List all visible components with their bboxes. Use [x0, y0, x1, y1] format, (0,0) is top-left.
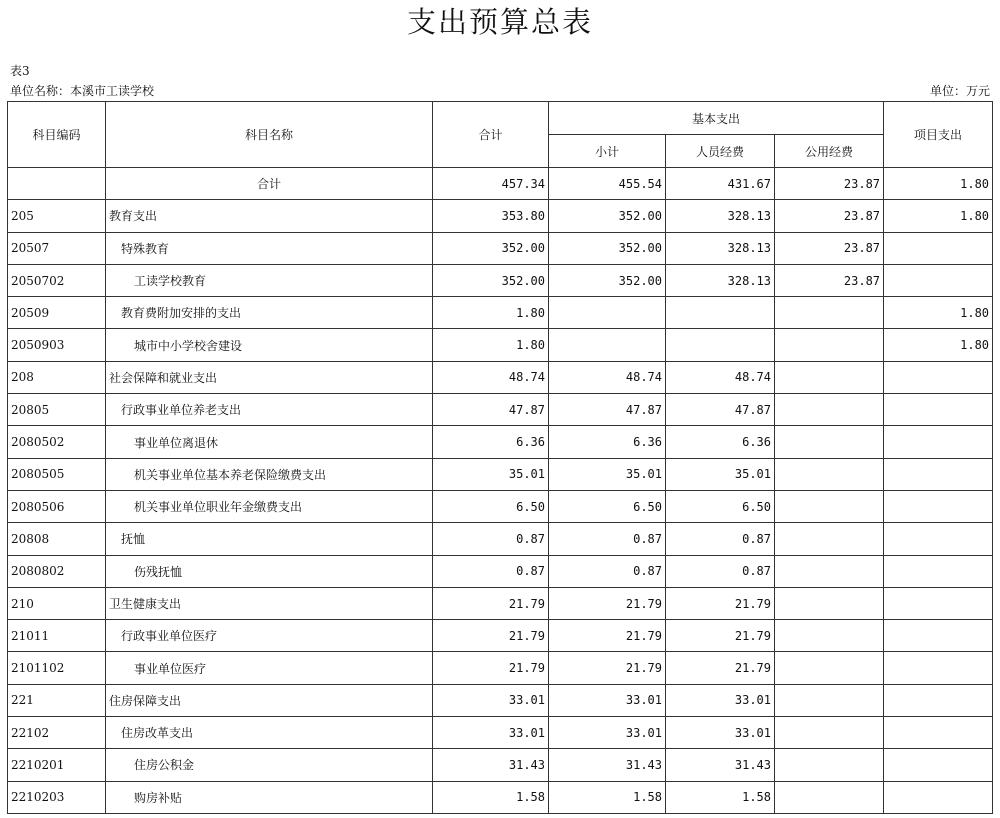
cell-project [884, 684, 993, 716]
cell-personnel: 0.87 [666, 523, 775, 555]
cell-subtotal: 0.87 [549, 555, 666, 587]
table-row [8, 200, 993, 232]
cell-public [775, 749, 884, 781]
header-total: 合计 [433, 102, 549, 168]
cell-public: 23.87 [775, 232, 884, 264]
cell-personnel: 328.13 [666, 264, 775, 296]
cell-name: 住房保障支出 [106, 684, 433, 716]
table-row [8, 394, 993, 426]
header-subtotal: 小计 [549, 135, 666, 168]
cell-project [884, 394, 993, 426]
cell-total: 6.50 [433, 490, 549, 522]
cell-public [775, 717, 884, 749]
cell-project: 1.80 [884, 200, 993, 232]
unit-name: 单位名称：本溪市工读学校 [10, 84, 155, 98]
cell-name: 卫生健康支出 [106, 587, 433, 619]
cell-total: 21.79 [433, 620, 549, 652]
table-row [8, 426, 993, 458]
cell-public: 23.87 [775, 200, 884, 232]
cell-code: 21011 [8, 620, 106, 652]
cell-code: 20808 [8, 523, 106, 555]
table-row [8, 297, 993, 329]
cell-subtotal: 352.00 [549, 200, 666, 232]
cell-personnel: 6.36 [666, 426, 775, 458]
cell-project: 1.80 [884, 168, 993, 200]
cell-code: 210 [8, 587, 106, 619]
table-row [8, 168, 993, 200]
cell-personnel: 47.87 [666, 394, 775, 426]
cell-personnel: 21.79 [666, 652, 775, 684]
table-row [8, 232, 993, 264]
cell-public [775, 329, 884, 361]
cell-code: 2050702 [8, 264, 106, 296]
table-row [8, 684, 993, 716]
cell-personnel: 31.43 [666, 749, 775, 781]
cell-subtotal: 21.79 [549, 620, 666, 652]
table-row [8, 781, 993, 813]
table-row [8, 717, 993, 749]
cell-name: 社会保障和就业支出 [106, 361, 433, 393]
header-row-primary [8, 102, 993, 135]
cell-code: 2080502 [8, 426, 106, 458]
cell-personnel: 0.87 [666, 555, 775, 587]
cell-name: 机关事业单位基本养老保险缴费支出 [106, 458, 433, 490]
cell-code: 2050903 [8, 329, 106, 361]
header-code: 科目编码 [8, 102, 106, 168]
cell-public: 23.87 [775, 264, 884, 296]
table-row [8, 329, 993, 361]
cell-name: 住房公积金 [106, 749, 433, 781]
table-row [8, 749, 993, 781]
cell-subtotal: 6.50 [549, 490, 666, 522]
cell-total: 1.80 [433, 329, 549, 361]
cell-name: 工读学校教育 [106, 264, 433, 296]
cell-code: 205 [8, 200, 106, 232]
cell-personnel: 48.74 [666, 361, 775, 393]
cell-total: 33.01 [433, 717, 549, 749]
cell-name: 伤残抚恤 [106, 555, 433, 587]
cell-personnel: 33.01 [666, 717, 775, 749]
table-body [8, 168, 993, 814]
cell-name: 城市中小学校舍建设 [106, 329, 433, 361]
cell-project [884, 652, 993, 684]
cell-public [775, 684, 884, 716]
table-row [8, 587, 993, 619]
cell-subtotal: 455.54 [549, 168, 666, 200]
cell-project [884, 426, 993, 458]
cell-code: 2080506 [8, 490, 106, 522]
currency-unit: 单位：万元 [929, 84, 990, 98]
cell-name: 合计 [106, 168, 433, 200]
cell-total: 21.79 [433, 587, 549, 619]
cell-code: 2080802 [8, 555, 106, 587]
header-personnel: 人员经费 [666, 135, 775, 168]
cell-project [884, 555, 993, 587]
cell-project [884, 361, 993, 393]
cell-name: 行政事业单位医疗 [106, 620, 433, 652]
cell-name: 行政事业单位养老支出 [106, 394, 433, 426]
cell-code: 20507 [8, 232, 106, 264]
cell-name: 抚恤 [106, 523, 433, 555]
cell-project [884, 523, 993, 555]
cell-total: 0.87 [433, 523, 549, 555]
table-code: 表3 [10, 64, 30, 78]
cell-project [884, 264, 993, 296]
cell-public [775, 781, 884, 813]
cell-total: 47.87 [433, 394, 549, 426]
cell-code: 20509 [8, 297, 106, 329]
cell-total: 457.34 [433, 168, 549, 200]
header-public: 公用经费 [775, 135, 884, 168]
cell-public [775, 587, 884, 619]
page-title: 支出预算总表 [406, 5, 593, 39]
cell-name: 特殊教育 [106, 232, 433, 264]
cell-total: 33.01 [433, 684, 549, 716]
header-basic: 基本支出 [549, 102, 884, 135]
cell-code: 208 [8, 361, 106, 393]
cell-public [775, 426, 884, 458]
cell-total: 0.87 [433, 555, 549, 587]
cell-personnel: 1.58 [666, 781, 775, 813]
cell-subtotal: 1.58 [549, 781, 666, 813]
cell-public: 23.87 [775, 168, 884, 200]
cell-personnel: 328.13 [666, 200, 775, 232]
table-row [8, 652, 993, 684]
cell-code: 2080505 [8, 458, 106, 490]
cell-subtotal: 35.01 [549, 458, 666, 490]
cell-total: 31.43 [433, 749, 549, 781]
cell-personnel: 21.79 [666, 587, 775, 619]
cell-subtotal: 33.01 [549, 684, 666, 716]
cell-personnel [666, 297, 775, 329]
cell-code: 2210203 [8, 781, 106, 813]
cell-public [775, 297, 884, 329]
table-row [8, 555, 993, 587]
cell-code: 20805 [8, 394, 106, 426]
cell-personnel: 6.50 [666, 490, 775, 522]
cell-code: 22102 [8, 717, 106, 749]
cell-project: 1.80 [884, 329, 993, 361]
cell-public [775, 523, 884, 555]
cell-project [884, 717, 993, 749]
cell-total: 352.00 [433, 264, 549, 296]
cell-public [775, 555, 884, 587]
cell-personnel: 35.01 [666, 458, 775, 490]
cell-total: 48.74 [433, 361, 549, 393]
table-row [8, 523, 993, 555]
cell-subtotal [549, 329, 666, 361]
cell-name: 事业单位医疗 [106, 652, 433, 684]
cell-name: 教育支出 [106, 200, 433, 232]
cell-subtotal [549, 297, 666, 329]
cell-project [884, 490, 993, 522]
cell-project [884, 620, 993, 652]
cell-code: 2210201 [8, 749, 106, 781]
table-row [8, 458, 993, 490]
cell-project [884, 587, 993, 619]
cell-personnel: 21.79 [666, 620, 775, 652]
cell-subtotal: 48.74 [549, 361, 666, 393]
cell-personnel: 33.01 [666, 684, 775, 716]
cell-public [775, 458, 884, 490]
cell-personnel [666, 329, 775, 361]
table-row [8, 490, 993, 522]
cell-personnel: 328.13 [666, 232, 775, 264]
cell-public [775, 361, 884, 393]
cell-project: 1.80 [884, 297, 993, 329]
cell-project [884, 458, 993, 490]
cell-public [775, 620, 884, 652]
cell-subtotal: 33.01 [549, 717, 666, 749]
cell-public [775, 394, 884, 426]
cell-subtotal: 352.00 [549, 232, 666, 264]
cell-code: 221 [8, 684, 106, 716]
cell-total: 353.80 [433, 200, 549, 232]
cell-subtotal: 352.00 [549, 264, 666, 296]
cell-project [884, 232, 993, 264]
header-project: 项目支出 [884, 102, 993, 168]
cell-public [775, 490, 884, 522]
cell-name: 教育费附加安排的支出 [106, 297, 433, 329]
cell-total: 1.58 [433, 781, 549, 813]
cell-name: 机关事业单位职业年金缴费支出 [106, 490, 433, 522]
cell-code: 2101102 [8, 652, 106, 684]
header-name: 科目名称 [106, 102, 433, 168]
cell-name: 购房补贴 [106, 781, 433, 813]
cell-subtotal: 21.79 [549, 587, 666, 619]
cell-code [8, 168, 106, 200]
cell-total: 352.00 [433, 232, 549, 264]
cell-name: 住房改革支出 [106, 717, 433, 749]
cell-project [884, 749, 993, 781]
cell-subtotal: 31.43 [549, 749, 666, 781]
cell-personnel: 431.67 [666, 168, 775, 200]
cell-name: 事业单位离退休 [106, 426, 433, 458]
cell-total: 21.79 [433, 652, 549, 684]
cell-project [884, 781, 993, 813]
cell-total: 6.36 [433, 426, 549, 458]
cell-subtotal: 0.87 [549, 523, 666, 555]
cell-total: 35.01 [433, 458, 549, 490]
cell-subtotal: 6.36 [549, 426, 666, 458]
cell-subtotal: 47.87 [549, 394, 666, 426]
cell-subtotal: 21.79 [549, 652, 666, 684]
cell-public [775, 652, 884, 684]
budget-table [7, 101, 993, 814]
table-row [8, 620, 993, 652]
cell-total: 1.80 [433, 297, 549, 329]
table-row [8, 361, 993, 393]
table-row [8, 264, 993, 296]
